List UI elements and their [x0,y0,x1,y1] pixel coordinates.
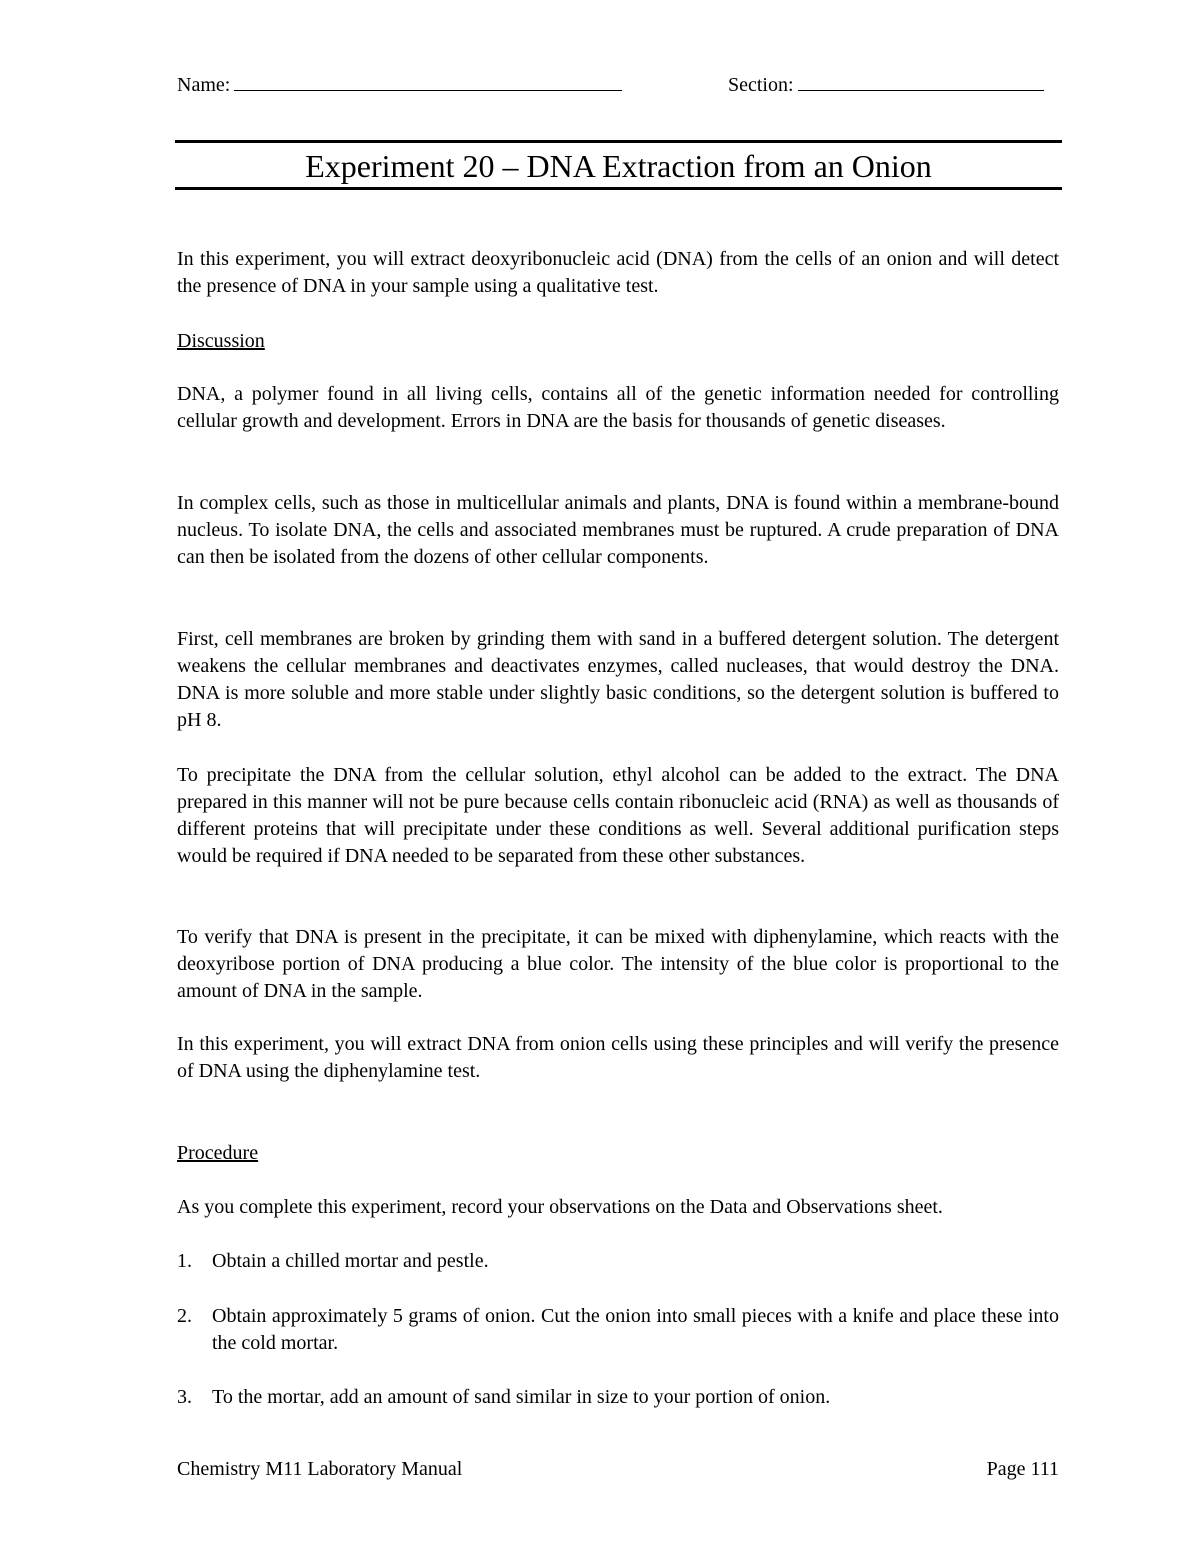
intro-paragraph: In this experiment, you will extract deoxyribonucleic acid (DNA) from the cells of an onion and will detect the presence of DNA in your sample using a qualitative test. [177,248,1059,297]
discussion-paragraph-4: To precipitate the DNA from the cellular solution, ethyl alcohol can be added to the extract. The DNA prepared in this manner will not be pure because cells contain ribonucleic acid (RNA) as well as thousands of different proteins that will precipitate under these conditions as well. Several additional purification steps would be required if DNA needed to be separated from these other substances. [177,764,1059,867]
discussion-paragraph-3: First, cell membranes are broken by grinding them with sand in a buffered detergent solution. The detergent weakens the cellular membranes and deactivates enzymes, called nucleases, that would destroy the DNA. DNA is more soluble and more stable under slightly basic conditions, so the detergent solution is buffered to pH 8. [177,628,1059,731]
step-text: Obtain a chilled mortar and pestle. [212,1250,489,1272]
header-fields [177,72,1062,98]
procedure-heading: Procedure [177,1142,259,1164]
section-field-group [728,72,1044,98]
step-text: To the mortar, add an amount of sand similar in size to your portion of onion. [212,1386,831,1408]
title-rule-top [175,140,1062,143]
section-label: Section: [728,74,794,96]
section-blank-line[interactable] [798,72,1044,91]
title-rule-bottom [175,187,1062,190]
step-number: 2. [177,1305,192,1327]
name-field-group [177,72,622,98]
discussion-paragraph-5: To verify that DNA is present in the precipitate, it can be mixed with diphenylamine, which reacts with the deoxyribose portion of DNA producing a blue color. The intensity of the blue color is proportional to the amount of DNA in the sample. [177,926,1059,1002]
discussion-heading: Discussion [177,330,265,352]
page-title: Experiment 20 – DNA Extraction from an Onion [305,148,932,184]
procedure-step [177,1303,1059,1357]
footer-manual-title: Chemistry M11 Laboratory Manual [177,1458,463,1480]
procedure-step [177,1384,1059,1411]
footer-page-number: Page 111 [986,1458,1059,1480]
discussion-paragraph-1: DNA, a polymer found in all living cells, contains all of the genetic information needed for controlling cellular growth and development. Errors in DNA are the basis for thousands of genetic diseases. [177,383,1059,432]
discussion-paragraph-6: In this experiment, you will extract DNA from onion cells using these principles and will verify the presence of DNA using the diphenylamine test. [177,1033,1059,1082]
step-number: 1. [177,1250,192,1272]
procedure-step [177,1248,1059,1275]
step-text: Obtain approximately 5 grams of onion. Cut the onion into small pieces with a knife and place these into the cold mortar. [212,1305,1059,1354]
discussion-paragraph-2: In complex cells, such as those in multicellular animals and plants, DNA is found within a membrane-bound nucleus. To isolate DNA, the cells and associated membranes must be ruptured. A crude preparation of DNA can then be isolated from the dozens of other cellular components. [177,492,1059,568]
procedure-intro: As you complete this experiment, record your observations on the Data and Observations sheet. [177,1196,943,1218]
name-label: Name: [177,74,231,96]
step-number: 3. [177,1386,192,1408]
name-blank-line[interactable] [234,72,622,91]
